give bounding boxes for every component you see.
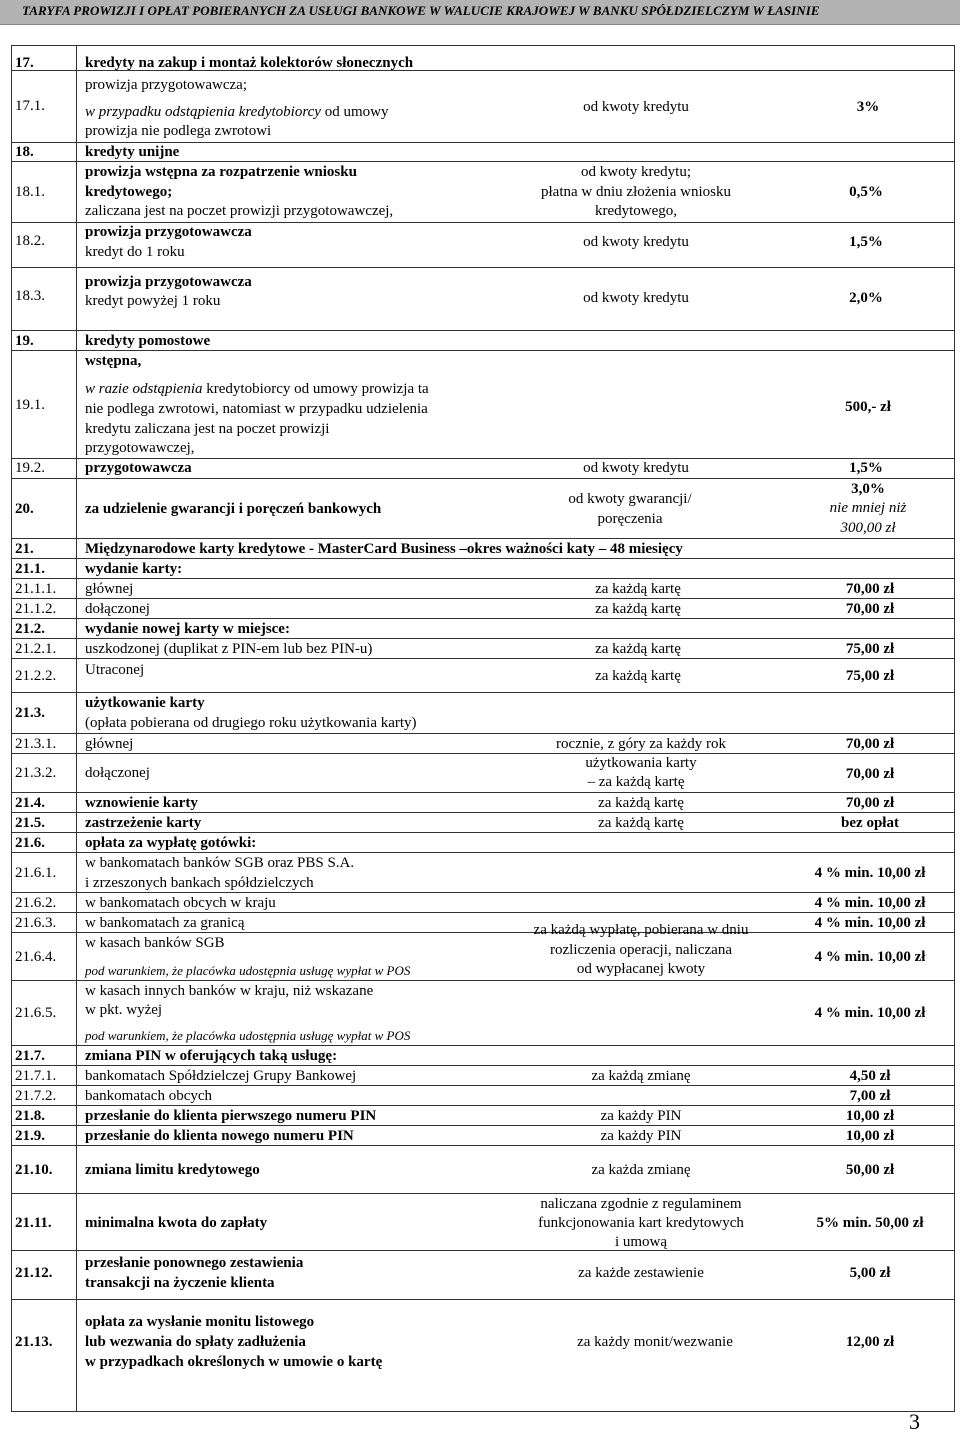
row-number: 21.12.: [15, 1265, 53, 1281]
fee-value: 1,5%: [849, 460, 883, 476]
item-text: bankomatach obcych: [85, 1088, 213, 1104]
section-title: lub wezwania do spłaty zadłużenia: [85, 1334, 306, 1350]
section-title: zmiana PIN w oferujących taką usługę:: [85, 1048, 338, 1064]
fee-basis: poręczenia: [597, 511, 663, 527]
row-number: 21.1.1.: [15, 581, 57, 597]
row-divider: [11, 892, 955, 893]
fee-basis: za każdą zmianę: [591, 1068, 691, 1084]
fee-value: 12,00 zł: [845, 1334, 895, 1350]
item-text: w przypadku odstąpienia kredytobiorcy od umowy: [85, 104, 389, 120]
item-text: prowizja przygotowawcza;: [85, 77, 248, 93]
row-number: 21.6.4.: [15, 949, 57, 965]
fee-basis: i umową: [614, 1234, 668, 1250]
fee-value: 4,50 zł: [849, 1068, 891, 1084]
fee-minimum: 300,00 zł: [840, 520, 896, 536]
item-text: i zrzeszonych bankach spółdzielczych: [85, 875, 314, 891]
row-divider: [11, 658, 955, 659]
section-title: transakcji na życzenie klienta: [85, 1275, 275, 1291]
section-title: za udzielenie gwarancji i poręczeń bankowych: [85, 501, 382, 517]
fee-value: 0,5%: [849, 184, 883, 200]
row-divider: [11, 1145, 955, 1146]
item-text: prowizja przygotowawcza: [85, 224, 252, 240]
fee-basis: za każdy PIN: [600, 1128, 682, 1144]
row-number: 21.6.: [15, 835, 45, 851]
section-title: przesłanie ponownego zestawienia: [85, 1255, 304, 1271]
fee-basis: za każdą wypłatę, pobierana w dniu: [533, 922, 749, 938]
section-title: opłata za wypłatę gotówki:: [85, 835, 257, 851]
fee-value: 5% min. 50,00 zł: [816, 1215, 924, 1231]
fee-value: 1,5%: [849, 234, 883, 250]
fee-value: 10,00 zł: [845, 1128, 895, 1144]
row-divider: [11, 1085, 955, 1086]
row-number: 21.4.: [15, 795, 45, 811]
row-divider: [11, 1193, 955, 1194]
row-number: 21.7.: [15, 1048, 45, 1064]
fee-basis: za każdą kartę: [595, 581, 681, 597]
section-title: w przypadkach określonych w umowie o kartę: [85, 1354, 383, 1370]
fee-value: 4 % min. 10,00 zł: [814, 1005, 926, 1021]
row-divider: [11, 792, 955, 793]
fee-basis: rozliczenia operacji, naliczana: [550, 942, 732, 958]
row-number: 21.8.: [15, 1108, 45, 1124]
section-title: przesłanie do klienta nowego numeru PIN: [85, 1128, 354, 1144]
row-number: 21.1.: [15, 561, 45, 577]
row-number: 21.: [15, 541, 34, 557]
item-text: w razie odstąpienia kredytobiorcy od umowy prowizja ta: [85, 381, 429, 397]
header-title: TARYFA PROWIZJI I OPŁAT POBIERANYCH ZA USŁUGI BANKOWE W WALUCIE KRAJOWEJ W BANKU SPÓŁDZIELCZYM W ŁASINIE: [22, 3, 820, 18]
section-title: użytkowanie karty: [85, 695, 205, 711]
item-text: w kasach innych banków w kraju, niż wskazane: [85, 983, 374, 999]
row-number: 21.1.2.: [15, 601, 57, 617]
page-number: 3: [909, 1409, 920, 1434]
fee-basis: od kwoty kredytu;: [581, 164, 691, 180]
row-number: 18.1.: [15, 184, 45, 200]
row-number: 19.1.: [15, 397, 45, 413]
row-number: 21.2.1.: [15, 641, 57, 657]
row-divider: [11, 733, 955, 734]
row-divider: [11, 350, 955, 351]
row-divider: [11, 618, 955, 619]
row-divider: [11, 812, 955, 813]
fee-value: 2,0%: [849, 290, 883, 306]
fee-value: 75,00 zł: [845, 668, 895, 684]
column-divider: [76, 45, 77, 1412]
section-title: wydanie nowej karty w miejsce:: [85, 621, 290, 637]
item-text: przygotowawczej,: [85, 440, 195, 456]
row-number: 17.: [15, 55, 34, 71]
fee-value: 7,00 zł: [849, 1088, 891, 1104]
row-number: 20.: [15, 501, 34, 517]
row-divider: [11, 1105, 955, 1106]
fee-value: 70,00 zł: [845, 766, 895, 782]
row-divider: [11, 267, 955, 268]
fee-value: 4 % min. 10,00 zł: [814, 949, 926, 965]
row-divider: [11, 1299, 955, 1300]
item-text: wstępna,: [85, 353, 142, 369]
item-note: pod warunkiem, że placówka udostępnia usługę wypłat w POS: [85, 963, 411, 978]
row-divider: [11, 558, 955, 559]
item-text: uszkodzonej (duplikat z PIN-em lub bez PIN-u): [85, 641, 373, 657]
item-text: bankomatach Spółdzielczej Grupy Bankowej: [85, 1068, 357, 1084]
fee-value: 4 % min. 10,00 zł: [814, 865, 926, 881]
fee-basis: od kwoty gwarancji/: [568, 491, 692, 507]
item-text: prowizja wstępna za rozpatrzenie wniosku: [85, 164, 357, 180]
fee-basis: kredytowego,: [594, 203, 678, 219]
row-number: 21.7.2.: [15, 1088, 57, 1104]
row-number: 21.2.: [15, 621, 45, 637]
row-divider: [11, 1045, 955, 1046]
row-number: 21.11.: [15, 1215, 52, 1231]
fee-basis: płatna w dniu złożenia wniosku: [541, 184, 731, 200]
fee-basis: za każdy PIN: [600, 1108, 682, 1124]
row-divider: [11, 330, 955, 331]
row-number: 18.2.: [15, 233, 45, 249]
section-title: kredyty unijne: [85, 144, 180, 160]
section-title: Międzynarodowe karty kredytowe - MasterCard Business –okres ważności katy – 48 miesięcy: [85, 541, 683, 557]
fee-basis: – za każdą kartę: [587, 774, 685, 790]
row-divider: [11, 753, 955, 754]
fee-value: 70,00 zł: [845, 601, 895, 617]
fee-value: 500,- zł: [845, 399, 891, 415]
item-text: głównej: [85, 581, 134, 597]
item-text: głównej: [85, 736, 134, 752]
row-number: 18.: [15, 144, 34, 160]
row-number: 18.3.: [15, 288, 45, 304]
fee-basis: od kwoty kredytu: [583, 290, 689, 306]
fee-basis: za każdą kartę: [598, 795, 684, 811]
item-text: prowizja nie podlega zwrotowi: [85, 123, 272, 139]
item-text: w kasach banków SGB: [85, 935, 225, 951]
row-number: 17.1.: [15, 98, 45, 114]
fee-minimum: nie mniej niż: [829, 500, 907, 516]
row-divider: [11, 1125, 955, 1126]
section-title: przesłanie do klienta pierwszego numeru PIN: [85, 1108, 377, 1124]
section-title: opłata za wysłanie monitu listowego: [85, 1314, 315, 1330]
item-text: nie podlega zwrotowi, natomiast w przypadku udzielenia: [85, 401, 428, 417]
fee-value: 70,00 zł: [845, 736, 895, 752]
fee-basis: naliczana zgodnie z regulaminem: [540, 1196, 742, 1212]
row-number: 21.13.: [15, 1334, 53, 1350]
row-divider: [11, 598, 955, 599]
row-number: 21.3.: [15, 705, 45, 721]
fee-basis: od wypłacanej kwoty: [576, 961, 706, 977]
item-text: (opłata pobierana od drugiego roku użytkowania karty): [85, 715, 417, 731]
item-note: pod warunkiem, że placówka udostępnia usługę wypłat w POS: [85, 1028, 411, 1043]
row-divider: [11, 578, 955, 579]
row-divider: [11, 832, 955, 833]
fee-basis: za każdą kartę: [595, 641, 681, 657]
section-title: minimalna kwota do zapłaty: [85, 1215, 268, 1231]
item-text: w pkt. wyżej: [85, 1002, 163, 1018]
item-text: dołączonej: [85, 765, 150, 781]
row-divider: [11, 538, 955, 539]
fee-value: 70,00 zł: [845, 795, 895, 811]
item-text: przygotowawcza: [85, 460, 192, 476]
section-title: wydanie karty:: [85, 561, 183, 577]
fee-value: 3,0%: [851, 481, 885, 497]
fee-basis: użytkowania karty: [585, 755, 697, 771]
fee-basis: od kwoty kredytu: [583, 99, 689, 115]
fee-value: 4 % min. 10,00 zł: [814, 895, 926, 911]
row-number: 21.6.5.: [15, 1005, 57, 1021]
row-number: 19.: [15, 333, 34, 349]
fee-basis: funkcjonowania kart kredytowych: [538, 1215, 744, 1231]
row-divider: [11, 852, 955, 853]
item-text: kredyt powyżej 1 roku: [85, 293, 221, 309]
fee-value: 4 % min. 10,00 zł: [814, 915, 926, 931]
row-divider: [11, 638, 955, 639]
row-number: 21.2.2.: [15, 668, 57, 684]
fee-value: 70,00 zł: [845, 581, 895, 597]
row-divider: [11, 692, 955, 693]
fee-basis: od kwoty kredytu: [583, 460, 689, 476]
fee-value: 3%: [856, 99, 880, 115]
row-number: 21.10.: [15, 1162, 53, 1178]
row-number: 21.6.2.: [15, 895, 57, 911]
fee-basis: za każdą kartę: [598, 815, 684, 831]
row-divider: [11, 932, 955, 933]
row-number: 21.9.: [15, 1128, 45, 1144]
fee-basis: za każdą kartę: [595, 668, 681, 684]
row-number: 19.2.: [15, 460, 45, 476]
fee-basis: za każde zestawienie: [578, 1265, 704, 1281]
row-number: 21.3.1.: [15, 736, 57, 752]
fee-basis: za każdą kartę: [595, 601, 681, 617]
item-text: kredyt do 1 roku: [85, 244, 185, 260]
row-divider: [11, 912, 955, 913]
fee-basis: rocznie, z góry za każdy rok: [556, 736, 726, 752]
item-text: zaliczana jest na poczet prowizji przygotowawczej,: [85, 203, 394, 219]
fee-value: 10,00 zł: [845, 1108, 895, 1124]
row-number: 21.6.3.: [15, 915, 57, 931]
row-number: 21.3.2.: [15, 765, 57, 781]
item-text: w bankomatach banków SGB oraz PBS S.A.: [85, 855, 355, 871]
item-text: kredytu zaliczana jest na poczet prowizji: [85, 421, 330, 437]
row-divider: [11, 1065, 955, 1066]
document-header: [0, 0, 960, 25]
fee-value: bez opłat: [841, 815, 899, 831]
row-divider: [11, 1250, 955, 1251]
row-divider: [11, 161, 955, 162]
section-title: kredyty pomostowe: [85, 333, 211, 349]
item-text: w bankomatach za granicą: [85, 915, 245, 931]
section-title: zastrzeżenie karty: [85, 815, 202, 831]
row-divider: [11, 478, 955, 479]
fee-value: 5,00 zł: [849, 1265, 891, 1281]
fee-basis: od kwoty kredytu: [583, 234, 689, 250]
item-text: w bankomatach obcych w kraju: [85, 895, 276, 911]
section-title: zmiana limitu kredytowego: [85, 1162, 260, 1178]
item-text: Utraconej: [85, 662, 145, 678]
row-number: 21.5.: [15, 815, 45, 831]
fee-basis: za każdy monit/wezwanie: [577, 1334, 733, 1350]
section-title: wznowienie karty: [85, 795, 198, 811]
fee-value: 75,00 zł: [845, 641, 895, 657]
item-text: kredytowego;: [85, 184, 173, 200]
row-number: 21.7.1.: [15, 1068, 57, 1084]
row-divider: [11, 980, 955, 981]
item-text: prowizja przygotowawcza: [85, 274, 252, 290]
fee-value: 50,00 zł: [845, 1162, 895, 1178]
section-title: kredyty na zakup i montaż kolektorów słonecznych: [85, 55, 414, 71]
fee-basis: za każda zmianę: [591, 1162, 691, 1178]
row-number: 21.6.1.: [15, 865, 57, 881]
item-text: dołączonej: [85, 601, 150, 617]
